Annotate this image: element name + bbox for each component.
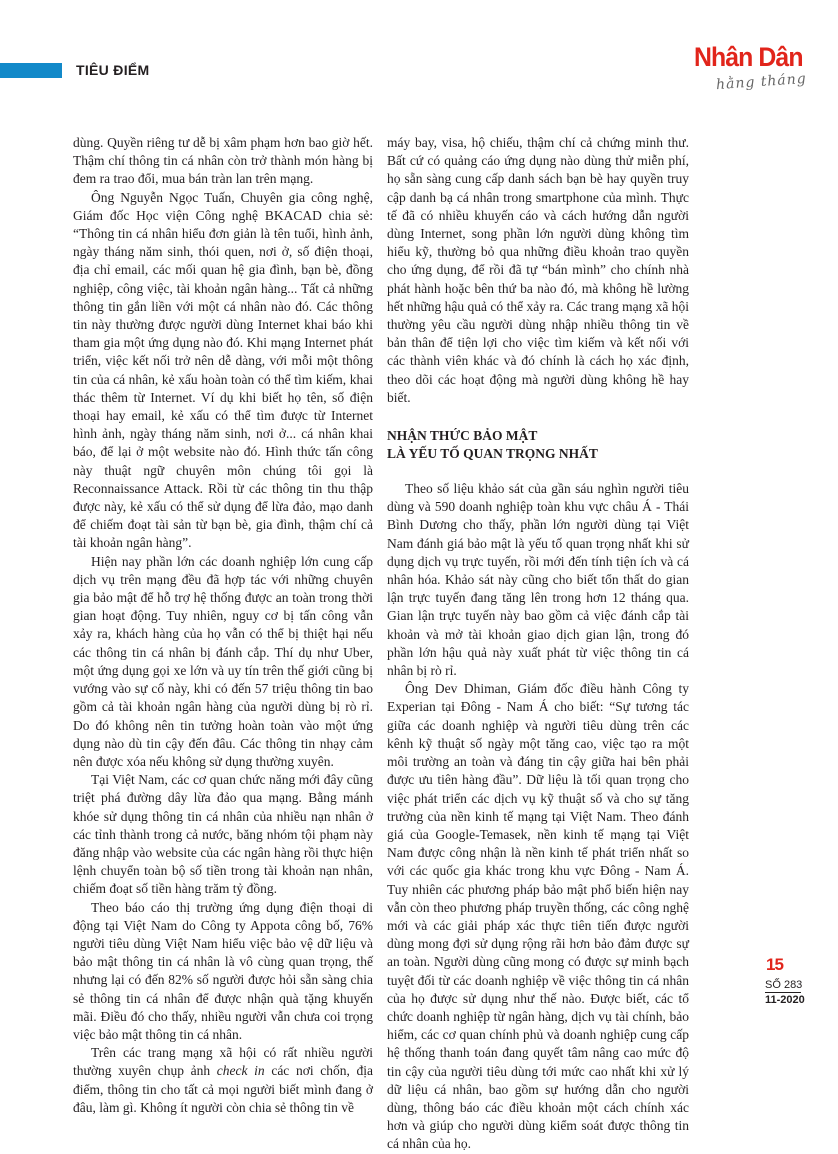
logo-main-text: Nhân Dân xyxy=(694,42,803,72)
paragraph: Tại Việt Nam, các cơ quan chức năng mới đây cũng triệt phá đường dây lừa đảo qua mạng. Bằng mánh khóe sử dụng thông tin cá nhân của nhiều nạn nhân ở các tỉnh thành trong cả nước, băng nhóm tội phạm này đăng nhập vào website của các ngân hàng rồi thực hiện lệnh chuyển toàn bộ số tiền trong tài khoản nạn nhân, chiếm đoạt số tiền hàng trăm tỷ đồng. xyxy=(73,772,373,897)
paragraph: Ông Dev Dhiman, Giám đốc điều hành Công ty Experian tại Đông - Nam Á cho biết: “Sự tương tác giữa các doanh nghiệp và người tiêu dùng trên các kênh kỹ thuật số ngày một tăng cao, việc tạo ra một môi trường an toàn và đáng tin cậy giữa hai bên phải được ưu tiên hàng đầu”. Dữ liệu là tối quan trọng cho việc phát triển các dịch vụ kỹ thuật số và cho sự tăng trưởng của nền kinh tế mạng tại Việt Nam. Theo đánh giá của Google-Temasek, nền kinh tế mạng tại Việt Nam được công nhận là nền kinh tế phát triển nhất so với các quốc gia khác trong khu vực Đông - Nam Á. Tuy nhiên các phương pháp bảo mật phổ biến hiện nay vẫn còn theo phương pháp truyền thống, các công nghệ mới và các giải pháp xác thực tiên tiến được người dùng mong đợi sử dụng rộng rãi hơn bảo đảm được sự an toàn. Người dùng cũng mong có được sự minh bạch tuyệt đối từ các doanh nghiệp về việc thông tin cá nhân của họ được sử dụng như thế nào. Được biết, các tổ chức doanh nghiệp từ ngân hàng, dịch vụ tài chính, bảo hiểm, các cơ quan chính phủ và doanh nghiệp cung cấp hệ thống thanh toán đang quyết tâm nâng cao mức độ tin cậy của người tiêu dùng tới mức cao nhất khi xử lý dữ liệu cá nhân, bao gồm sự hướng dẫn cho người dùng, thông báo các điều khoản một cách chính xác hơn và giúp cho người dùng kiểm soát được thông tin cá nhân của họ. xyxy=(387,681,689,1152)
subheading-line: NHẬN THỨC BẢO MẬT xyxy=(387,428,538,444)
page-number-text: 15 xyxy=(766,955,783,974)
section-accent-bar xyxy=(0,63,62,78)
text-run: Trên các trang mạng xã hội có rất nhiều người thường xuyên chụp ảnh xyxy=(73,1045,373,1079)
section-label: TIÊU ĐIỂM xyxy=(76,62,150,78)
subheading xyxy=(387,427,689,463)
logo-sub-text: hằng tháng xyxy=(715,70,808,94)
issue-number: SỐ 283 xyxy=(765,979,803,991)
page-number xyxy=(766,956,784,972)
article-left-column xyxy=(73,134,373,1117)
article-right-column xyxy=(387,134,689,1154)
subheading-line: LÀ YẾU TỐ QUAN TRỌNG NHẤT xyxy=(387,446,598,462)
paragraph: máy bay, visa, hộ chiếu, thậm chí cả chứng minh thư. Bất cứ có quảng cáo ứng dụng nào dùng thử miễn phí, họ sẵn sàng cung cấp danh sách bạn bè hay quyền truy cập danh bạ cá nhân trong smartphone của mình. Thực tế đã có nhiều khuyến cáo và cách hướng dẫn người dùng Internet, song phần lớn người dùng không tìm hiểu kỹ, thường bỏ qua những điều khoản trao quyền cho ứng dụng, để rồi đã tự “bán mình” cho chính nhà phát hành hoặc bên thứ ba nào đó, mà không hề lường hết những hậu quả có thể xảy ra. Các trang mạng xã hội thường yêu cầu người dùng nhập nhiều thông tin về bản thân để tiện lợi cho việc tìm kiếm và kết nối với các thành viên khác và đó chính là cách họ xác định, theo dõi các hoạt động mà người dùng không hề hay biết. xyxy=(387,135,689,405)
paragraph xyxy=(73,1044,373,1117)
paragraph: Hiện nay phần lớn các doanh nghiệp lớn cung cấp dịch vụ trên mạng đều đã hợp tác với những chuyên gia bảo mật để hỗ trợ hệ thống được an toàn trong thời gian hoạt động. Tuy nhiên, nguy cơ bị tấn công vẫn xảy ra, khách hàng của họ vẫn có thể bị thiệt hại nếu các thông tin cá nhân bị đánh cắp. Thí dụ như Uber, một ứng dụng gọi xe lớn và uy tín trên thế giới cũng bị vướng vào sự cố này, khi có đến 57 triệu thông tin bao gồm cả tài khoản ngân hàng của người dùng bị rò rỉ. Do đó không nên tin tưởng hoàn toàn vào một ứng dụng nào dù tin cậy đến đâu. Các thông tin nhạy cảm nên được xóa nếu không sử dụng thường xuyên. xyxy=(73,553,373,769)
issue-date: 11-2020 xyxy=(765,994,805,1006)
paragraph: Theo số liệu khảo sát của gần sáu nghìn người tiêu dùng và 590 doanh nghiệp toàn khu vực châu Á - Thái Bình Dương cho thấy, phần lớn người dùng tại Việt Nam đánh giá bảo mật là yếu tố quan trọng nhất khi sử dụng dịch vụ trực tuyến, rồi mới đến tính tiện ích và cá nhân hóa. Khảo sát này cũng cho biết tổn thất do gian lận trực tuyến đang tăng lên trong hơn 12 tháng qua. Gian lận trực tuyến này bao gồm cả việc đánh cắp tài khoản và mở tài khoản giao dịch gian lận, trong đó phần lớn hậu quả này xuất phát từ việc thông tin cá nhân bị rò rỉ. xyxy=(387,481,689,679)
text-run: các nơi chốn, địa điểm, thông tin cho tất cả mọi người biết mình đang ở đâu, làm gì. Không ít người còn chia sẻ thông tin về xyxy=(73,1063,374,1115)
publication-logo xyxy=(694,40,806,104)
paragraph: Ông Nguyễn Ngọc Tuấn, Chuyên gia công nghệ, Giám đốc Học viện Công nghệ BKACAD chia sẻ: “Thông tin cá nhân hiểu đơn giản là tên tuổi, hình ảnh, ngày tháng năm sinh, thói quen, nơi ở, số điện thoại, địa chỉ email, các mối quan hệ gia đình, bạn bè, đồng nghiệp, công việc, tài khoản ngân hàng... Tất cả những thông tin gắn liền với một cá nhân nào đó. Các thông tin này thường được người dùng Internet khai báo khi tham gia một ứng dụng nào đó. Khi mạng Internet phát triển, việc kết nối trở nên dễ dàng, với mỗi một thông tin của cá nhân, kẻ xấu hoàn toàn có thể tìm kiếm, khai thác thêm từ Internet. Ví dụ khi biết họ tên, số điện thoại hay email, kẻ xấu có thể tìm được từ Internet hình ảnh, ngày tháng năm sinh, nơi ở... cá nhân khai báo, để lại ở một website nào đó. Hình thức tấn công này thuật ngữ chuyên môn chúng tôi gọi là Reconnaissance Attack. Rồi từ các thông tin thu thập được này, kẻ xấu có thể sử dụng để lừa đảo, mạo danh để chiếm đoạt tài sản từ bạn bè, gia đình, thậm chí cả tài khoản ngân hàng”. xyxy=(73,189,373,551)
paragraph: dùng. Quyền riêng tư dễ bị xâm phạm hơn bao giờ hết. Thậm chí thông tin cá nhân còn trở thành món hàng bị đem ra trao đổi, mua bán tràn lan trên mạng. xyxy=(73,135,373,187)
divider xyxy=(765,992,801,993)
paragraph: Theo báo cáo thị trường ứng dụng điện thoại di động tại Việt Nam do Công ty Appota công bố, 76% người tiêu dùng Việt Nam hiểu việc bảo vệ dữ liệu và bảo mật thông tin cá nhân là vô cùng quan trọng, thế nhưng lại có đến 82% số người được hỏi sẵn sàng chia sẻ thông tin cá nhân để được nhận quà tặng khuyến mãi. Điều đó cho thấy, nhiều người vẫn chưa coi trọng việc bảo mật thông tin cá nhân. xyxy=(73,899,373,1042)
italic-term: check in xyxy=(216,1063,265,1079)
